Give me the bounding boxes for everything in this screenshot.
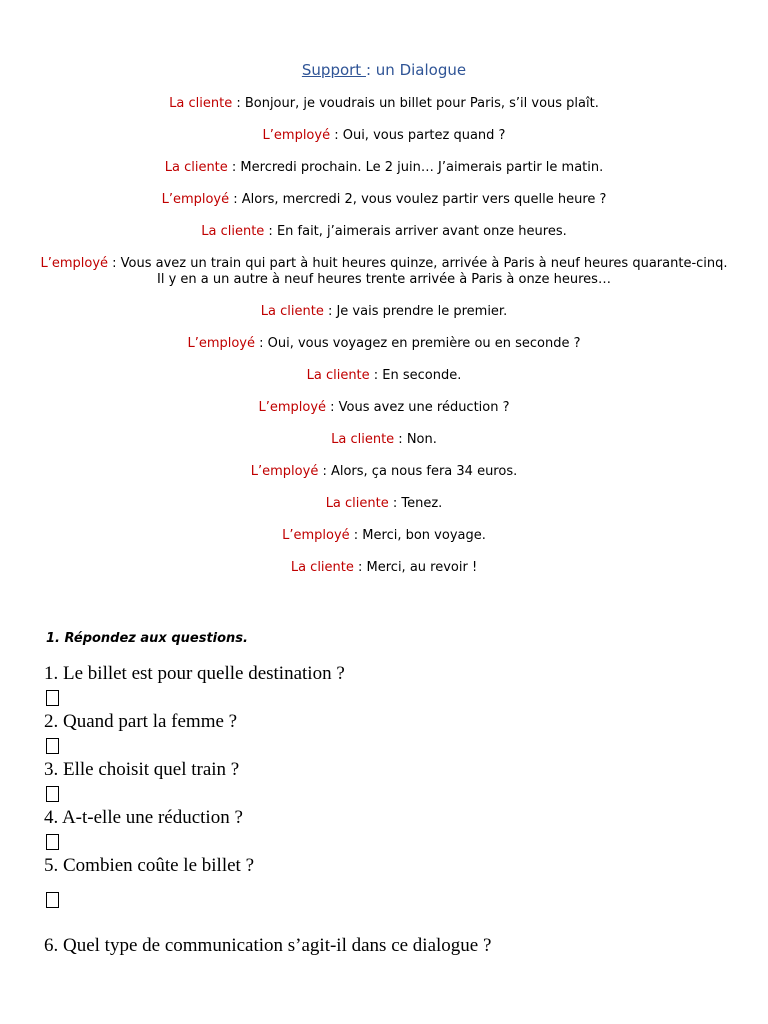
dialogue-line: [40, 128, 728, 144]
dialogue-text: : Je vais prendre le premier.: [323, 304, 508, 319]
answer-box-icon[interactable]: [46, 690, 59, 706]
speaker-label: La cliente: [331, 432, 395, 447]
answer-box-icon[interactable]: [46, 834, 59, 850]
speaker-label: L’employé: [258, 400, 327, 415]
speaker-label: La cliente: [169, 96, 233, 111]
speaker-label: L’employé: [282, 528, 350, 543]
dialogue-text: : Oui, vous partez quand ?: [330, 128, 506, 143]
speaker-label: L’employé: [262, 128, 331, 143]
speaker-label: La cliente: [306, 368, 370, 383]
dialogue-line: [40, 368, 728, 384]
dialogue: [40, 96, 728, 592]
page-title: [0, 61, 768, 79]
title-rest: : un Dialogue: [365, 61, 467, 79]
speaker-label: La cliente: [325, 496, 389, 511]
speaker-label: L’employé: [161, 192, 230, 207]
speaker-label: La cliente: [290, 560, 354, 575]
dialogue-text: : Non.: [394, 432, 437, 447]
dialogue-text: : Mercredi prochain. Le 2 juin… J’aimerais partir le matin.: [227, 160, 604, 175]
dialogue-text: : Alors, mercredi 2, vous voulez partir vers quelle heure ?: [229, 192, 607, 207]
dialogue-line: [40, 464, 728, 480]
dialogue-line: [40, 336, 728, 352]
dialogue-line: [40, 400, 728, 416]
dialogue-line: [40, 224, 728, 240]
dialogue-text: : En fait, j’aimerais arriver avant onze heures.: [264, 224, 567, 239]
dialogue-text: : Tenez.: [388, 496, 443, 511]
dialogue-line: [40, 560, 728, 576]
question-item: 6. Quel type de communication s’agit-il dans ce dialogue ?: [44, 935, 492, 956]
dialogue-line: [40, 528, 728, 544]
speaker-label: L’employé: [250, 464, 319, 479]
dialogue-line: [40, 432, 728, 448]
speaker-label: L’employé: [40, 256, 109, 271]
answer-box-icon[interactable]: [46, 738, 59, 754]
question-item: 3. Elle choisit quel train ?: [44, 759, 240, 780]
question-item: 1. Le billet est pour quelle destination ?: [44, 663, 345, 684]
dialogue-line: [40, 304, 728, 320]
speaker-label: La cliente: [164, 160, 228, 175]
question-item: 4. A-t-elle une réduction ?: [44, 807, 243, 828]
dialogue-text: : Merci, bon voyage.: [349, 528, 486, 543]
dialogue-line: [40, 96, 728, 112]
question-item: 2. Quand part la femme ?: [44, 711, 238, 732]
dialogue-line: [40, 256, 728, 288]
speaker-label: La cliente: [201, 224, 265, 239]
dialogue-line: [40, 192, 728, 208]
dialogue-text: : Alors, ça nous fera 34 euros.: [318, 464, 518, 479]
questions-list: [44, 662, 744, 958]
dialogue-text: : Vous avez une réduction ?: [326, 400, 510, 415]
dialogue-text: : Vous avez un train qui part à huit heures quinze, arrivée à Paris à neuf heures quarante-cinq. Il y en a un autre à neuf heures trente arrivée à Paris à onze heures…: [108, 256, 728, 287]
dialogue-line: [40, 496, 728, 512]
dialogue-text: : Merci, au revoir !: [353, 560, 478, 575]
dialogue-line: [40, 160, 728, 176]
title-prefix: Support: [301, 61, 366, 79]
speaker-label: L’employé: [187, 336, 255, 351]
speaker-label: La cliente: [260, 304, 324, 319]
answer-box-icon[interactable]: [46, 786, 59, 802]
instruction-heading: 1. Répondez aux questions.: [46, 631, 248, 646]
question-item: 5. Combien coûte le billet ?: [44, 855, 255, 876]
answer-box-icon[interactable]: [46, 892, 59, 908]
dialogue-text: : Bonjour, je voudrais un billet pour Paris, s’il vous plaît.: [232, 96, 599, 111]
dialogue-text: : En seconde.: [369, 368, 462, 383]
dialogue-text: : Oui, vous voyagez en première ou en seconde ?: [255, 336, 581, 351]
